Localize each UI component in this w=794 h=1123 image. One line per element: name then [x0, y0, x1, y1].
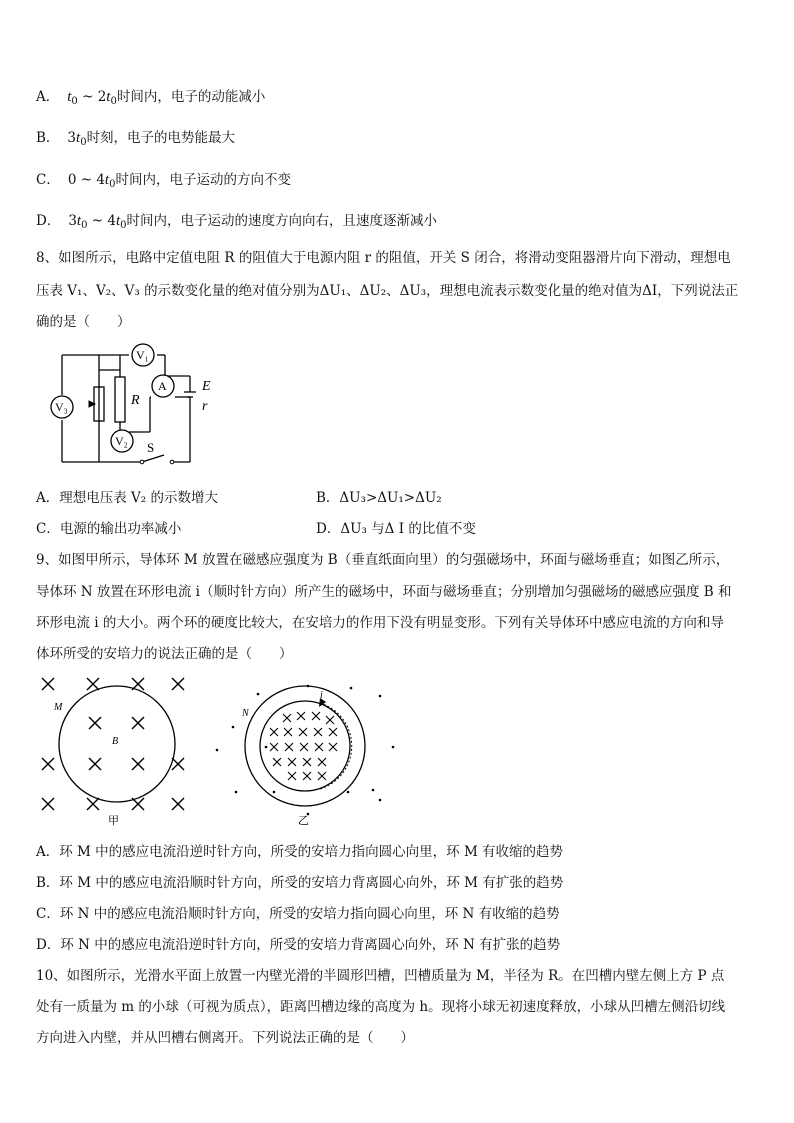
figure-yi-ring-current [208, 672, 408, 832]
q8-stem-line1: 8、如图所示，电路中定值电阻 R 的阻值大于电源内阻 r 的阻值，开关 S 闭合，将滑动变阻器滑片向下滑动，理想电 [36, 250, 731, 266]
option-label: C． [36, 172, 60, 188]
q8-option-d: D．ΔU₃ 与Δ I 的比值不变 [316, 521, 476, 537]
q7-option-b: B． $3t_0$时刻，电子的电势能最大 [36, 130, 236, 148]
e-label: E [202, 379, 211, 394]
option-text: 时刻，电子的电势能最大 [86, 130, 236, 146]
q7-option-d: D． $3t_0$ ~ $4t_0$时间内，电子运动的速度方向向右，且速度逐渐减小 [36, 213, 437, 231]
v1-label: V₁ [136, 348, 149, 362]
q8-option-c: C．电源的输出功率减小 [36, 521, 182, 537]
v2-label: V₂ [115, 434, 128, 448]
q10-stem-line2: 处有一质量为 m 的小球（可视为质点），距离凹槽边缘的高度为 h。现将小球无初速度释放，小球从凹槽左侧沿切线 [36, 999, 726, 1015]
current-i-label: i [320, 690, 323, 701]
q10-stem-line3: 方向进入内壁，并从凹槽右侧离开。下列说法正确的是（ ） [36, 1030, 414, 1046]
q9-stem-line2: 导体环 N 放置在环形电流 i（顺时针方向）所产生的磁场中，环面与磁场垂直；分别增加匀强磁场的磁感应强度 B 和 [36, 584, 732, 600]
ring-m-label: M [54, 702, 63, 713]
figure-jia-uniform-field [36, 672, 196, 832]
ring-n-label: N [242, 708, 249, 719]
option-label: B． [36, 130, 60, 146]
q9-stem-line4: 体环所受的安培力的说法正确的是（ ） [36, 646, 293, 662]
figure-jia-caption: 甲 [108, 814, 119, 827]
option-label: D． [36, 213, 61, 229]
q7-option-c: C． 0 ~ $4t_0$时间内，电子运动的方向不变 [36, 172, 291, 190]
s-label: S [147, 440, 155, 455]
q8-stem-line2: 压表 V₁、V₂、V₃ 的示数变化量的绝对值分别为ΔU₁、ΔU₂、ΔU₃，理想电流表示数变化量的绝对值为ΔI，下列说法正 [36, 283, 739, 299]
option-text: 时间内，电子运动的速度方向向右，且速度逐渐减小 [126, 213, 437, 229]
r-resistor-label: R [131, 393, 140, 408]
figure-yi-caption: 乙 [298, 814, 309, 827]
q8-stem-line3: 确的是（ ） [36, 314, 131, 330]
q9-option-d: D．环 N 中的感应电流沿逆时针方向，所受的安培力背离圆心向外，环 N 有扩张的趋势 [36, 937, 561, 953]
q9-option-c: C．环 N 中的感应电流沿顺时针方向，所受的安培力指向圆心向里，环 N 有收缩的趋势 [36, 906, 560, 922]
option-label: A． [36, 89, 60, 105]
q8-option-a: A．理想电压表 V₂ 的示数增大 [36, 490, 218, 506]
q10-stem-line1: 10、如图所示，光滑水平面上放置一内壁光滑的半圆形凹槽，凹槽质量为 M，半径为 R。在凹槽内壁左侧上方 P 点 [36, 968, 725, 984]
circuit-diagram [44, 340, 224, 470]
option-text: 时间内，电子的动能减小 [116, 89, 266, 105]
option-text: 时间内，电子运动的方向不变 [115, 172, 291, 188]
q9-stem-line3: 环形电流 i 的大小。两个环的硬度比较大，在安培力的作用下没有明显变形。下列有关导体环中感应电流的方向和导 [36, 615, 724, 631]
q9-option-a: A．环 M 中的感应电流沿逆时针方向，所受的安培力指向圆心向里，环 M 有收缩的趋势 [36, 844, 564, 860]
v3-label: V₃ [55, 400, 68, 414]
q9-stem-line1: 9、如图甲所示，导体环 M 放置在磁感应强度为 B（垂直纸面向里）的匀强磁场中，环面与磁场垂直；如图乙所示， [36, 552, 730, 568]
r-internal-label: r [202, 399, 208, 414]
q7-option-a: A． $t_0$ ~ $2t_0$时间内，电子的动能减小 [36, 89, 266, 107]
a-label: A [158, 379, 167, 393]
current-direction-icon [320, 703, 352, 789]
q9-option-b: B．环 M 中的感应电流沿顺时针方向，所受的安培力背离圆心向外，环 M 有扩张的趋势 [36, 875, 564, 891]
q8-option-b: B．ΔU₃>ΔU₁>ΔU₂ [316, 490, 442, 506]
field-b-label: B [112, 736, 119, 747]
